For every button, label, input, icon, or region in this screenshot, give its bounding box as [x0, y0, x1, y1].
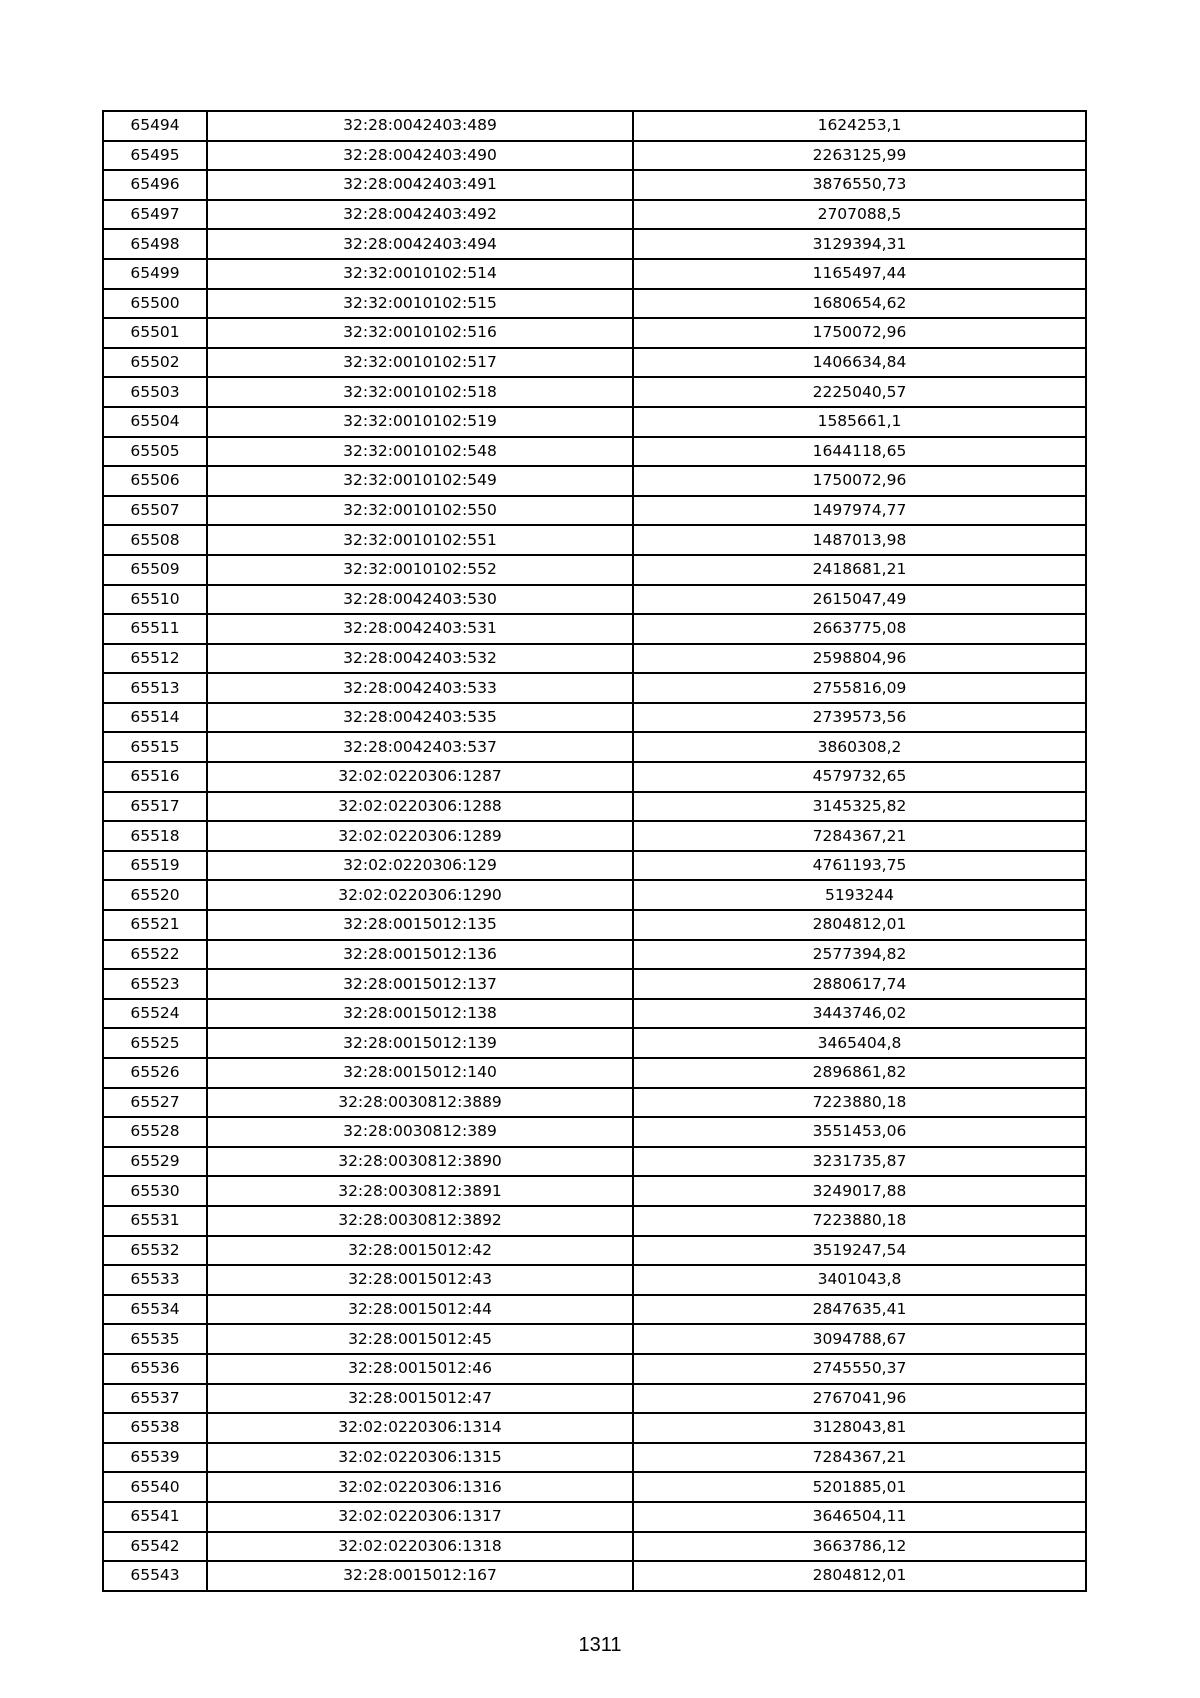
- cadastral-number-cell: 32:28:0015012:139: [207, 1028, 633, 1058]
- row-number-cell: 65511: [103, 614, 207, 644]
- cadastral-value-cell: 1406634,84: [633, 348, 1086, 378]
- cadastral-number-cell: 32:28:0042403:530: [207, 585, 633, 615]
- cadastral-value-cell: 2804812,01: [633, 910, 1086, 940]
- table-row: [103, 525, 1086, 555]
- cadastral-value-cell: 2225040,57: [633, 377, 1086, 407]
- cadastral-number-cell: 32:28:0042403:494: [207, 229, 633, 259]
- cadastral-number-cell: 32:02:0220306:129: [207, 851, 633, 881]
- cadastral-number-cell: 32:28:0030812:3891: [207, 1176, 633, 1206]
- table-row: [103, 1236, 1086, 1266]
- table-row: [103, 1295, 1086, 1325]
- cadastral-value-cell: 7223880,18: [633, 1206, 1086, 1236]
- cadastral-value-cell: 3129394,31: [633, 229, 1086, 259]
- cadastral-value-cell: 5201885,01: [633, 1472, 1086, 1502]
- cadastral-value-cell: 2263125,99: [633, 141, 1086, 171]
- cadastral-number-cell: 32:28:0015012:43: [207, 1265, 633, 1295]
- cadastral-number-cell: 32:02:0220306:1289: [207, 821, 633, 851]
- row-number-cell: 65495: [103, 141, 207, 171]
- row-number-cell: 65509: [103, 555, 207, 585]
- cadastral-value-cell: 4761193,75: [633, 851, 1086, 881]
- cadastral-value-cell: 1750072,96: [633, 318, 1086, 348]
- table-row: [103, 318, 1086, 348]
- cadastral-value-cell: 3551453,06: [633, 1117, 1086, 1147]
- row-number-cell: 65502: [103, 348, 207, 378]
- cadastral-value-cell: 2663775,08: [633, 614, 1086, 644]
- cadastral-number-cell: 32:28:0015012:137: [207, 969, 633, 999]
- cadastral-value-cell: 2739573,56: [633, 703, 1086, 733]
- cadastral-value-cell: 3663786,12: [633, 1532, 1086, 1562]
- table-row: [103, 1117, 1086, 1147]
- cadastral-value-cell: 2745550,37: [633, 1354, 1086, 1384]
- row-number-cell: 65508: [103, 525, 207, 555]
- table-row: [103, 792, 1086, 822]
- table-row: [103, 466, 1086, 496]
- cadastral-number-cell: 32:28:0042403:492: [207, 200, 633, 230]
- cadastral-value-table: [102, 110, 1087, 1592]
- row-number-cell: 65532: [103, 1236, 207, 1266]
- cadastral-value-cell: 3519247,54: [633, 1236, 1086, 1266]
- row-number-cell: 65514: [103, 703, 207, 733]
- cadastral-number-cell: 32:02:0220306:1317: [207, 1502, 633, 1532]
- cadastral-number-cell: 32:28:0015012:42: [207, 1236, 633, 1266]
- row-number-cell: 65533: [103, 1265, 207, 1295]
- cadastral-value-cell: 2577394,82: [633, 940, 1086, 970]
- row-number-cell: 65506: [103, 466, 207, 496]
- table-row: [103, 170, 1086, 200]
- table-row: [103, 1354, 1086, 1384]
- row-number-cell: 65522: [103, 940, 207, 970]
- cadastral-value-cell: 3465404,8: [633, 1028, 1086, 1058]
- table-row: [103, 229, 1086, 259]
- cadastral-number-cell: 32:28:0015012:46: [207, 1354, 633, 1384]
- cadastral-value-cell: 3401043,8: [633, 1265, 1086, 1295]
- table-row: [103, 910, 1086, 940]
- table-row: [103, 940, 1086, 970]
- cadastral-number-cell: 32:32:0010102:552: [207, 555, 633, 585]
- table-row: [103, 585, 1086, 615]
- row-number-cell: 65512: [103, 644, 207, 674]
- table-row: [103, 703, 1086, 733]
- cadastral-number-cell: 32:28:0042403:532: [207, 644, 633, 674]
- cadastral-number-cell: 32:28:0015012:136: [207, 940, 633, 970]
- row-number-cell: 65543: [103, 1561, 207, 1591]
- cadastral-number-cell: 32:28:0015012:44: [207, 1295, 633, 1325]
- cadastral-number-cell: 32:28:0042403:537: [207, 732, 633, 762]
- cadastral-number-cell: 32:28:0042403:533: [207, 673, 633, 703]
- cadastral-value-cell: 2615047,49: [633, 585, 1086, 615]
- cadastral-value-cell: 3231735,87: [633, 1147, 1086, 1177]
- table-body: [103, 111, 1086, 1591]
- row-number-cell: 65523: [103, 969, 207, 999]
- table-row: [103, 732, 1086, 762]
- row-number-cell: 65541: [103, 1502, 207, 1532]
- cadastral-number-cell: 32:02:0220306:1290: [207, 880, 633, 910]
- cadastral-value-cell: 3876550,73: [633, 170, 1086, 200]
- cadastral-number-cell: 32:32:0010102:517: [207, 348, 633, 378]
- cadastral-number-cell: 32:28:0015012:140: [207, 1058, 633, 1088]
- table-row: [103, 1413, 1086, 1443]
- table-row: [103, 111, 1086, 141]
- table-row: [103, 1384, 1086, 1414]
- table-row: [103, 496, 1086, 526]
- cadastral-value-cell: 2598804,96: [633, 644, 1086, 674]
- cadastral-number-cell: 32:28:0030812:389: [207, 1117, 633, 1147]
- cadastral-value-cell: 3443746,02: [633, 999, 1086, 1029]
- row-number-cell: 65499: [103, 259, 207, 289]
- cadastral-number-cell: 32:02:0220306:1315: [207, 1443, 633, 1473]
- table-row: [103, 259, 1086, 289]
- table-row: [103, 999, 1086, 1029]
- cadastral-number-cell: 32:32:0010102:518: [207, 377, 633, 407]
- row-number-cell: 65496: [103, 170, 207, 200]
- row-number-cell: 65536: [103, 1354, 207, 1384]
- row-number-cell: 65494: [103, 111, 207, 141]
- cadastral-number-cell: 32:28:0042403:489: [207, 111, 633, 141]
- table-row: [103, 407, 1086, 437]
- table-row: [103, 1472, 1086, 1502]
- row-number-cell: 65525: [103, 1028, 207, 1058]
- cadastral-value-cell: 1487013,98: [633, 525, 1086, 555]
- row-number-cell: 65537: [103, 1384, 207, 1414]
- cadastral-value-cell: 1624253,1: [633, 111, 1086, 141]
- cadastral-number-cell: 32:28:0015012:167: [207, 1561, 633, 1591]
- table-row: [103, 851, 1086, 881]
- table-row: [103, 1561, 1086, 1591]
- row-number-cell: 65528: [103, 1117, 207, 1147]
- row-number-cell: 65501: [103, 318, 207, 348]
- cadastral-number-cell: 32:28:0042403:531: [207, 614, 633, 644]
- cadastral-value-cell: 1165497,44: [633, 259, 1086, 289]
- row-number-cell: 65521: [103, 910, 207, 940]
- row-number-cell: 65503: [103, 377, 207, 407]
- table-row: [103, 200, 1086, 230]
- row-number-cell: 65515: [103, 732, 207, 762]
- cadastral-value-cell: 2880617,74: [633, 969, 1086, 999]
- row-number-cell: 65500: [103, 289, 207, 319]
- row-number-cell: 65529: [103, 1147, 207, 1177]
- cadastral-number-cell: 32:28:0030812:3890: [207, 1147, 633, 1177]
- cadastral-value-cell: 7284367,21: [633, 821, 1086, 851]
- cadastral-value-cell: 3128043,81: [633, 1413, 1086, 1443]
- table-row: [103, 1147, 1086, 1177]
- cadastral-number-cell: 32:28:0015012:135: [207, 910, 633, 940]
- table-row: [103, 1088, 1086, 1118]
- cadastral-number-cell: 32:32:0010102:515: [207, 289, 633, 319]
- row-number-cell: 65510: [103, 585, 207, 615]
- cadastral-number-cell: 32:28:0015012:45: [207, 1324, 633, 1354]
- cadastral-value-cell: 2896861,82: [633, 1058, 1086, 1088]
- table-row: [103, 1206, 1086, 1236]
- cadastral-number-cell: 32:32:0010102:548: [207, 437, 633, 467]
- cadastral-number-cell: 32:32:0010102:519: [207, 407, 633, 437]
- table-row: [103, 1176, 1086, 1206]
- cadastral-number-cell: 32:32:0010102:551: [207, 525, 633, 555]
- cadastral-value-cell: 3145325,82: [633, 792, 1086, 822]
- row-number-cell: 65531: [103, 1206, 207, 1236]
- cadastral-value-cell: 2767041,96: [633, 1384, 1086, 1414]
- table-row: [103, 289, 1086, 319]
- row-number-cell: 65530: [103, 1176, 207, 1206]
- row-number-cell: 65517: [103, 792, 207, 822]
- table-row: [103, 1532, 1086, 1562]
- cadastral-value-cell: 2804812,01: [633, 1561, 1086, 1591]
- row-number-cell: 65538: [103, 1413, 207, 1443]
- table-row: [103, 673, 1086, 703]
- table-row: [103, 762, 1086, 792]
- table-row: [103, 1265, 1086, 1295]
- table-row: [103, 348, 1086, 378]
- table-row: [103, 141, 1086, 171]
- cadastral-value-cell: 4579732,65: [633, 762, 1086, 792]
- row-number-cell: 65526: [103, 1058, 207, 1088]
- document-table-container: [102, 110, 1085, 1592]
- table-row: [103, 1324, 1086, 1354]
- cadastral-value-cell: 3094788,67: [633, 1324, 1086, 1354]
- table-row: [103, 437, 1086, 467]
- row-number-cell: 65516: [103, 762, 207, 792]
- row-number-cell: 65520: [103, 880, 207, 910]
- cadastral-value-cell: 1644118,65: [633, 437, 1086, 467]
- row-number-cell: 65534: [103, 1295, 207, 1325]
- cadastral-number-cell: 32:28:0042403:535: [207, 703, 633, 733]
- cadastral-value-cell: 2418681,21: [633, 555, 1086, 585]
- cadastral-number-cell: 32:02:0220306:1288: [207, 792, 633, 822]
- row-number-cell: 65513: [103, 673, 207, 703]
- cadastral-value-cell: 2755816,09: [633, 673, 1086, 703]
- cadastral-number-cell: 32:02:0220306:1318: [207, 1532, 633, 1562]
- row-number-cell: 65497: [103, 200, 207, 230]
- cadastral-value-cell: 5193244: [633, 880, 1086, 910]
- cadastral-value-cell: 1497974,77: [633, 496, 1086, 526]
- row-number-cell: 65535: [103, 1324, 207, 1354]
- table-row: [103, 821, 1086, 851]
- cadastral-value-cell: 3646504,11: [633, 1502, 1086, 1532]
- cadastral-number-cell: 32:28:0015012:47: [207, 1384, 633, 1414]
- row-number-cell: 65539: [103, 1443, 207, 1473]
- table-row: [103, 1443, 1086, 1473]
- row-number-cell: 65507: [103, 496, 207, 526]
- row-number-cell: 65504: [103, 407, 207, 437]
- cadastral-value-cell: 3249017,88: [633, 1176, 1086, 1206]
- row-number-cell: 65518: [103, 821, 207, 851]
- row-number-cell: 65498: [103, 229, 207, 259]
- row-number-cell: 65519: [103, 851, 207, 881]
- cadastral-value-cell: 1585661,1: [633, 407, 1086, 437]
- cadastral-number-cell: 32:32:0010102:549: [207, 466, 633, 496]
- cadastral-number-cell: 32:28:0042403:491: [207, 170, 633, 200]
- cadastral-number-cell: 32:28:0042403:490: [207, 141, 633, 171]
- table-row: [103, 969, 1086, 999]
- cadastral-value-cell: 7223880,18: [633, 1088, 1086, 1118]
- cadastral-number-cell: 32:28:0030812:3892: [207, 1206, 633, 1236]
- table-row: [103, 644, 1086, 674]
- cadastral-value-cell: 2847635,41: [633, 1295, 1086, 1325]
- row-number-cell: 65527: [103, 1088, 207, 1118]
- row-number-cell: 65524: [103, 999, 207, 1029]
- row-number-cell: 65540: [103, 1472, 207, 1502]
- page-number: 1311: [578, 1634, 622, 1656]
- row-number-cell: 65505: [103, 437, 207, 467]
- cadastral-value-cell: 3860308,2: [633, 732, 1086, 762]
- cadastral-number-cell: 32:32:0010102:516: [207, 318, 633, 348]
- table-row: [103, 614, 1086, 644]
- cadastral-number-cell: 32:32:0010102:514: [207, 259, 633, 289]
- cadastral-number-cell: 32:28:0030812:3889: [207, 1088, 633, 1118]
- cadastral-number-cell: 32:02:0220306:1314: [207, 1413, 633, 1443]
- table-row: [103, 1028, 1086, 1058]
- cadastral-number-cell: 32:02:0220306:1287: [207, 762, 633, 792]
- table-row: [103, 1058, 1086, 1088]
- table-row: [103, 555, 1086, 585]
- table-row: [103, 377, 1086, 407]
- cadastral-number-cell: 32:32:0010102:550: [207, 496, 633, 526]
- cadastral-value-cell: 1680654,62: [633, 289, 1086, 319]
- table-row: [103, 880, 1086, 910]
- row-number-cell: 65542: [103, 1532, 207, 1562]
- cadastral-number-cell: 32:02:0220306:1316: [207, 1472, 633, 1502]
- cadastral-number-cell: 32:28:0015012:138: [207, 999, 633, 1029]
- cadastral-value-cell: 2707088,5: [633, 200, 1086, 230]
- cadastral-value-cell: 1750072,96: [633, 466, 1086, 496]
- table-row: [103, 1502, 1086, 1532]
- cadastral-value-cell: 7284367,21: [633, 1443, 1086, 1473]
